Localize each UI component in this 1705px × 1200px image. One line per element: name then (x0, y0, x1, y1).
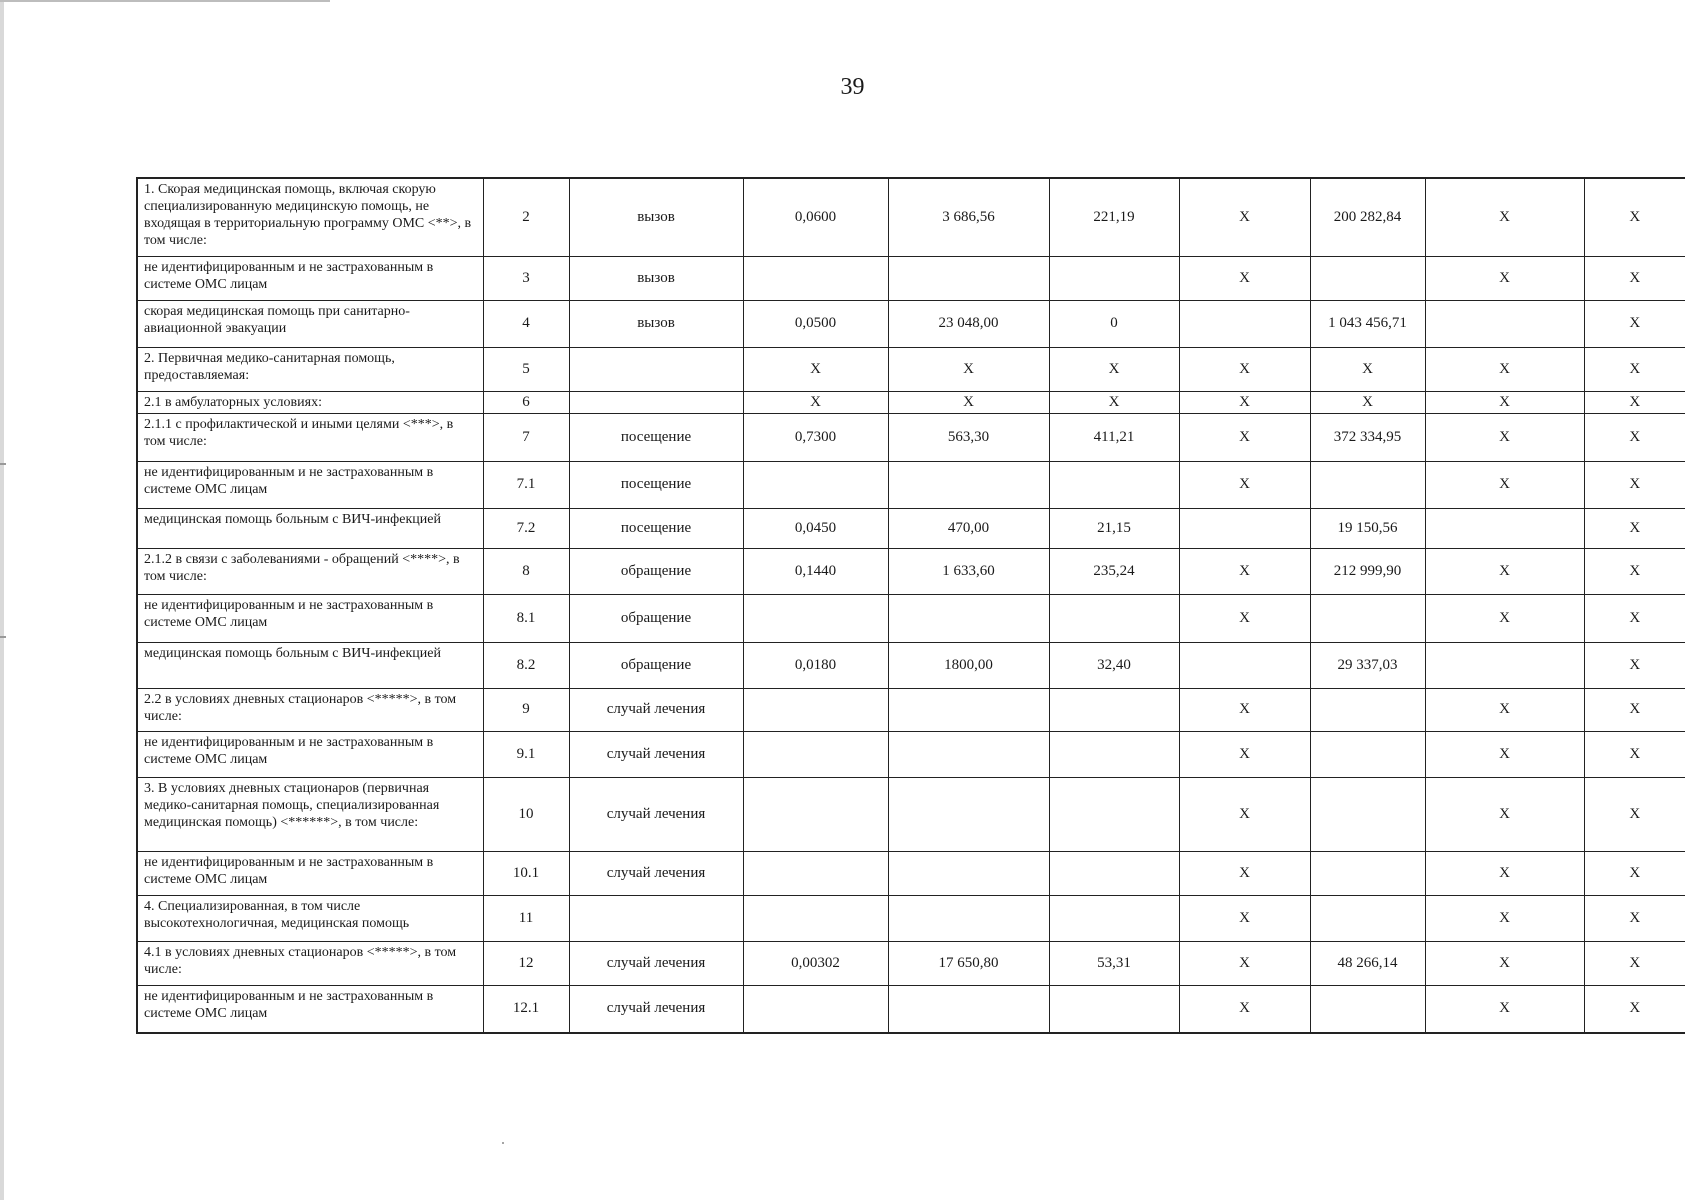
table-row (137, 300, 1685, 347)
total-oms-cell: X (1425, 347, 1584, 391)
row-number-cell: 8.1 (483, 594, 569, 642)
unit-cell: случай лечения (569, 777, 743, 851)
total-oms-cell: X (1425, 548, 1584, 594)
total-budget-cell (1310, 895, 1425, 941)
percent-cell: X (1584, 731, 1685, 777)
per-capita-oms-cell: X (1179, 178, 1310, 256)
per-capita-budget-cell (1049, 461, 1179, 508)
volume-norm-cell: 0,0600 (743, 178, 888, 256)
total-oms-cell: X (1425, 178, 1584, 256)
per-capita-oms-cell: X (1179, 413, 1310, 461)
percent-cell: X (1584, 508, 1685, 548)
page-number: 39 (840, 74, 865, 100)
per-capita-oms-cell: X (1179, 941, 1310, 985)
row-number-cell: 3 (483, 256, 569, 300)
services-table (136, 177, 1685, 1034)
total-budget-cell: X (1310, 391, 1425, 413)
per-capita-budget-cell: 411,21 (1049, 413, 1179, 461)
per-capita-budget-cell: 0 (1049, 300, 1179, 347)
unit-cell (569, 347, 743, 391)
row-number-cell: 8 (483, 548, 569, 594)
row-number-cell: 5 (483, 347, 569, 391)
row-name-cell: 2.2 в условиях дневных стационаров <*****>, в том числе: (137, 688, 483, 731)
cost-per-unit-cell (888, 594, 1049, 642)
volume-norm-cell: 0,7300 (743, 413, 888, 461)
table-row (137, 413, 1685, 461)
row-name-cell: 2.1.2 в связи с заболеваниями - обращений <****>, в том числе: (137, 548, 483, 594)
row-number-cell: 6 (483, 391, 569, 413)
per-capita-budget-cell: 53,31 (1049, 941, 1179, 985)
volume-norm-cell: 0,1440 (743, 548, 888, 594)
total-oms-cell: X (1425, 688, 1584, 731)
row-name-cell: 2.1 в амбулаторных условиях: (137, 391, 483, 413)
cost-per-unit-cell: X (888, 391, 1049, 413)
row-number-cell: 12 (483, 941, 569, 985)
row-number-cell: 12.1 (483, 985, 569, 1033)
row-name-cell: 2.1.1 с профилактической и иными целями <***>, в том числе: (137, 413, 483, 461)
unit-cell: обращение (569, 642, 743, 688)
cost-per-unit-cell: 3 686,56 (888, 178, 1049, 256)
percent-cell: X (1584, 413, 1685, 461)
scan-left-edge (0, 0, 4, 1200)
table-row (137, 594, 1685, 642)
volume-norm-cell (743, 688, 888, 731)
percent-cell: X (1584, 642, 1685, 688)
unit-cell: обращение (569, 594, 743, 642)
cost-per-unit-cell (888, 851, 1049, 895)
per-capita-budget-cell (1049, 851, 1179, 895)
row-name-cell: не идентифицированным и не застрахованным в системе ОМС лицам (137, 461, 483, 508)
total-oms-cell: X (1425, 731, 1584, 777)
volume-norm-cell: 0,0500 (743, 300, 888, 347)
unit-cell: вызов (569, 256, 743, 300)
row-name-cell: медицинская помощь больным с ВИЧ-инфекцией (137, 642, 483, 688)
row-name-cell: не идентифицированным и не застрахованным в системе ОМС лицам (137, 256, 483, 300)
margin-tick (0, 463, 6, 465)
row-name-cell: медицинская помощь больным с ВИЧ-инфекцией (137, 508, 483, 548)
table-row (137, 985, 1685, 1033)
per-capita-oms-cell: X (1179, 688, 1310, 731)
volume-norm-cell (743, 594, 888, 642)
unit-cell: посещение (569, 508, 743, 548)
total-budget-cell (1310, 594, 1425, 642)
total-oms-cell: X (1425, 594, 1584, 642)
table-row (137, 347, 1685, 391)
per-capita-oms-cell: X (1179, 594, 1310, 642)
cost-per-unit-cell: 17 650,80 (888, 941, 1049, 985)
total-oms-cell: X (1425, 895, 1584, 941)
percent-cell: X (1584, 851, 1685, 895)
percent-cell: X (1584, 461, 1685, 508)
total-budget-cell: 48 266,14 (1310, 941, 1425, 985)
total-oms-cell: X (1425, 413, 1584, 461)
total-budget-cell (1310, 461, 1425, 508)
row-number-cell: 7 (483, 413, 569, 461)
per-capita-oms-cell: X (1179, 851, 1310, 895)
unit-cell: вызов (569, 300, 743, 347)
per-capita-oms-cell: X (1179, 347, 1310, 391)
table-row (137, 777, 1685, 851)
table-row (137, 731, 1685, 777)
cost-per-unit-cell (888, 461, 1049, 508)
volume-norm-cell (743, 895, 888, 941)
percent-cell: X (1584, 178, 1685, 256)
per-capita-oms-cell: X (1179, 731, 1310, 777)
volume-norm-cell (743, 777, 888, 851)
row-number-cell: 4 (483, 300, 569, 347)
cost-per-unit-cell (888, 777, 1049, 851)
unit-cell: случай лечения (569, 688, 743, 731)
total-oms-cell (1425, 642, 1584, 688)
cost-per-unit-cell: 1 633,60 (888, 548, 1049, 594)
row-number-cell: 7.1 (483, 461, 569, 508)
total-budget-cell (1310, 256, 1425, 300)
per-capita-budget-cell (1049, 777, 1179, 851)
total-budget-cell (1310, 851, 1425, 895)
total-budget-cell (1310, 688, 1425, 731)
row-name-cell: 4. Специализированная, в том числе высокотехнологичная, медицинская помощь (137, 895, 483, 941)
volume-norm-cell (743, 256, 888, 300)
row-number-cell: 9.1 (483, 731, 569, 777)
total-budget-cell (1310, 731, 1425, 777)
row-name-cell: не идентифицированным и не застрахованным в системе ОМС лицам (137, 851, 483, 895)
volume-norm-cell: 0,0180 (743, 642, 888, 688)
total-budget-cell: 200 282,84 (1310, 178, 1425, 256)
margin-tick (0, 636, 6, 638)
total-budget-cell (1310, 777, 1425, 851)
per-capita-oms-cell: X (1179, 391, 1310, 413)
table-row (137, 461, 1685, 508)
row-number-cell: 10 (483, 777, 569, 851)
per-capita-budget-cell (1049, 731, 1179, 777)
per-capita-oms-cell (1179, 300, 1310, 347)
table-row (137, 391, 1685, 413)
per-capita-oms-cell: X (1179, 548, 1310, 594)
volume-norm-cell: 0,00302 (743, 941, 888, 985)
table-row (137, 548, 1685, 594)
percent-cell: X (1584, 548, 1685, 594)
percent-cell: X (1584, 777, 1685, 851)
unit-cell: посещение (569, 461, 743, 508)
cost-per-unit-cell: 23 048,00 (888, 300, 1049, 347)
cost-per-unit-cell: 1800,00 (888, 642, 1049, 688)
table-row (137, 895, 1685, 941)
cost-per-unit-cell: 563,30 (888, 413, 1049, 461)
unit-cell: случай лечения (569, 985, 743, 1033)
row-name-cell: 4.1 в условиях дневных стационаров <*****>, в том числе: (137, 941, 483, 985)
total-budget-cell: 19 150,56 (1310, 508, 1425, 548)
per-capita-oms-cell: X (1179, 461, 1310, 508)
total-oms-cell: X (1425, 391, 1584, 413)
row-name-cell: 1. Скорая медицинская помощь, включая скорую специализированную медицинскую помощь, не входящая в территориальную программу ОМС <**>, в том числе: (137, 178, 483, 256)
volume-norm-cell (743, 731, 888, 777)
row-number-cell: 10.1 (483, 851, 569, 895)
percent-cell: X (1584, 688, 1685, 731)
total-oms-cell: X (1425, 941, 1584, 985)
scan-speck (502, 1142, 504, 1144)
percent-cell: X (1584, 594, 1685, 642)
per-capita-budget-cell (1049, 594, 1179, 642)
unit-cell: посещение (569, 413, 743, 461)
total-budget-cell: 1 043 456,71 (1310, 300, 1425, 347)
per-capita-budget-cell (1049, 256, 1179, 300)
per-capita-oms-cell (1179, 508, 1310, 548)
unit-cell: случай лечения (569, 941, 743, 985)
table-row (137, 508, 1685, 548)
table-body (137, 178, 1685, 1033)
per-capita-oms-cell: X (1179, 256, 1310, 300)
cost-per-unit-cell (888, 688, 1049, 731)
row-number-cell: 2 (483, 178, 569, 256)
per-capita-budget-cell (1049, 985, 1179, 1033)
table-row (137, 178, 1685, 256)
row-name-cell: 3. В условиях дневных стационаров (первичная медико-санитарная помощь, специализированная медицинская помощь) <******>, в том числе: (137, 777, 483, 851)
per-capita-oms-cell: X (1179, 985, 1310, 1033)
percent-cell: X (1584, 300, 1685, 347)
per-capita-budget-cell: 21,15 (1049, 508, 1179, 548)
per-capita-budget-cell: 221,19 (1049, 178, 1179, 256)
row-name-cell: 2. Первичная медико-санитарная помощь, предоставляемая: (137, 347, 483, 391)
per-capita-oms-cell: X (1179, 895, 1310, 941)
cost-per-unit-cell (888, 985, 1049, 1033)
total-oms-cell (1425, 508, 1584, 548)
total-oms-cell: X (1425, 851, 1584, 895)
unit-cell: случай лечения (569, 851, 743, 895)
row-number-cell: 7.2 (483, 508, 569, 548)
row-name-cell: не идентифицированным и не застрахованным в системе ОМС лицам (137, 985, 483, 1033)
volume-norm-cell (743, 461, 888, 508)
table-row (137, 642, 1685, 688)
cost-per-unit-cell (888, 895, 1049, 941)
table-row (137, 851, 1685, 895)
volume-norm-cell: 0,0450 (743, 508, 888, 548)
cost-per-unit-cell: X (888, 347, 1049, 391)
cost-per-unit-cell (888, 256, 1049, 300)
unit-cell: случай лечения (569, 731, 743, 777)
table-row (137, 688, 1685, 731)
percent-cell: X (1584, 895, 1685, 941)
total-oms-cell: X (1425, 985, 1584, 1033)
row-number-cell: 11 (483, 895, 569, 941)
total-budget-cell: 29 337,03 (1310, 642, 1425, 688)
total-oms-cell: X (1425, 777, 1584, 851)
row-name-cell: не идентифицированным и не застрахованным в системе ОМС лицам (137, 594, 483, 642)
row-name-cell: скорая медицинская помощь при санитарно-авиационной эвакуации (137, 300, 483, 347)
total-budget-cell: 212 999,90 (1310, 548, 1425, 594)
row-number-cell: 8.2 (483, 642, 569, 688)
total-budget-cell: X (1310, 347, 1425, 391)
total-budget-cell: 372 334,95 (1310, 413, 1425, 461)
total-oms-cell: X (1425, 461, 1584, 508)
total-budget-cell (1310, 985, 1425, 1033)
total-oms-cell (1425, 300, 1584, 347)
percent-cell: X (1584, 347, 1685, 391)
per-capita-budget-cell: 32,40 (1049, 642, 1179, 688)
cost-per-unit-cell (888, 731, 1049, 777)
total-oms-cell: X (1425, 256, 1584, 300)
table-row (137, 256, 1685, 300)
unit-cell: вызов (569, 178, 743, 256)
per-capita-budget-cell (1049, 895, 1179, 941)
volume-norm-cell (743, 851, 888, 895)
row-name-cell: не идентифицированным и не застрахованным в системе ОМС лицам (137, 731, 483, 777)
unit-cell (569, 391, 743, 413)
scan-top-edge (0, 0, 330, 2)
per-capita-oms-cell: X (1179, 777, 1310, 851)
table-row (137, 941, 1685, 985)
per-capita-budget-cell (1049, 688, 1179, 731)
per-capita-oms-cell (1179, 642, 1310, 688)
percent-cell: X (1584, 391, 1685, 413)
unit-cell: обращение (569, 548, 743, 594)
percent-cell: X (1584, 941, 1685, 985)
unit-cell (569, 895, 743, 941)
percent-cell: X (1584, 256, 1685, 300)
row-number-cell: 9 (483, 688, 569, 731)
volume-norm-cell: X (743, 391, 888, 413)
volume-norm-cell (743, 985, 888, 1033)
cost-per-unit-cell: 470,00 (888, 508, 1049, 548)
percent-cell: X (1584, 985, 1685, 1033)
per-capita-budget-cell: 235,24 (1049, 548, 1179, 594)
per-capita-budget-cell: X (1049, 347, 1179, 391)
per-capita-budget-cell: X (1049, 391, 1179, 413)
volume-norm-cell: X (743, 347, 888, 391)
